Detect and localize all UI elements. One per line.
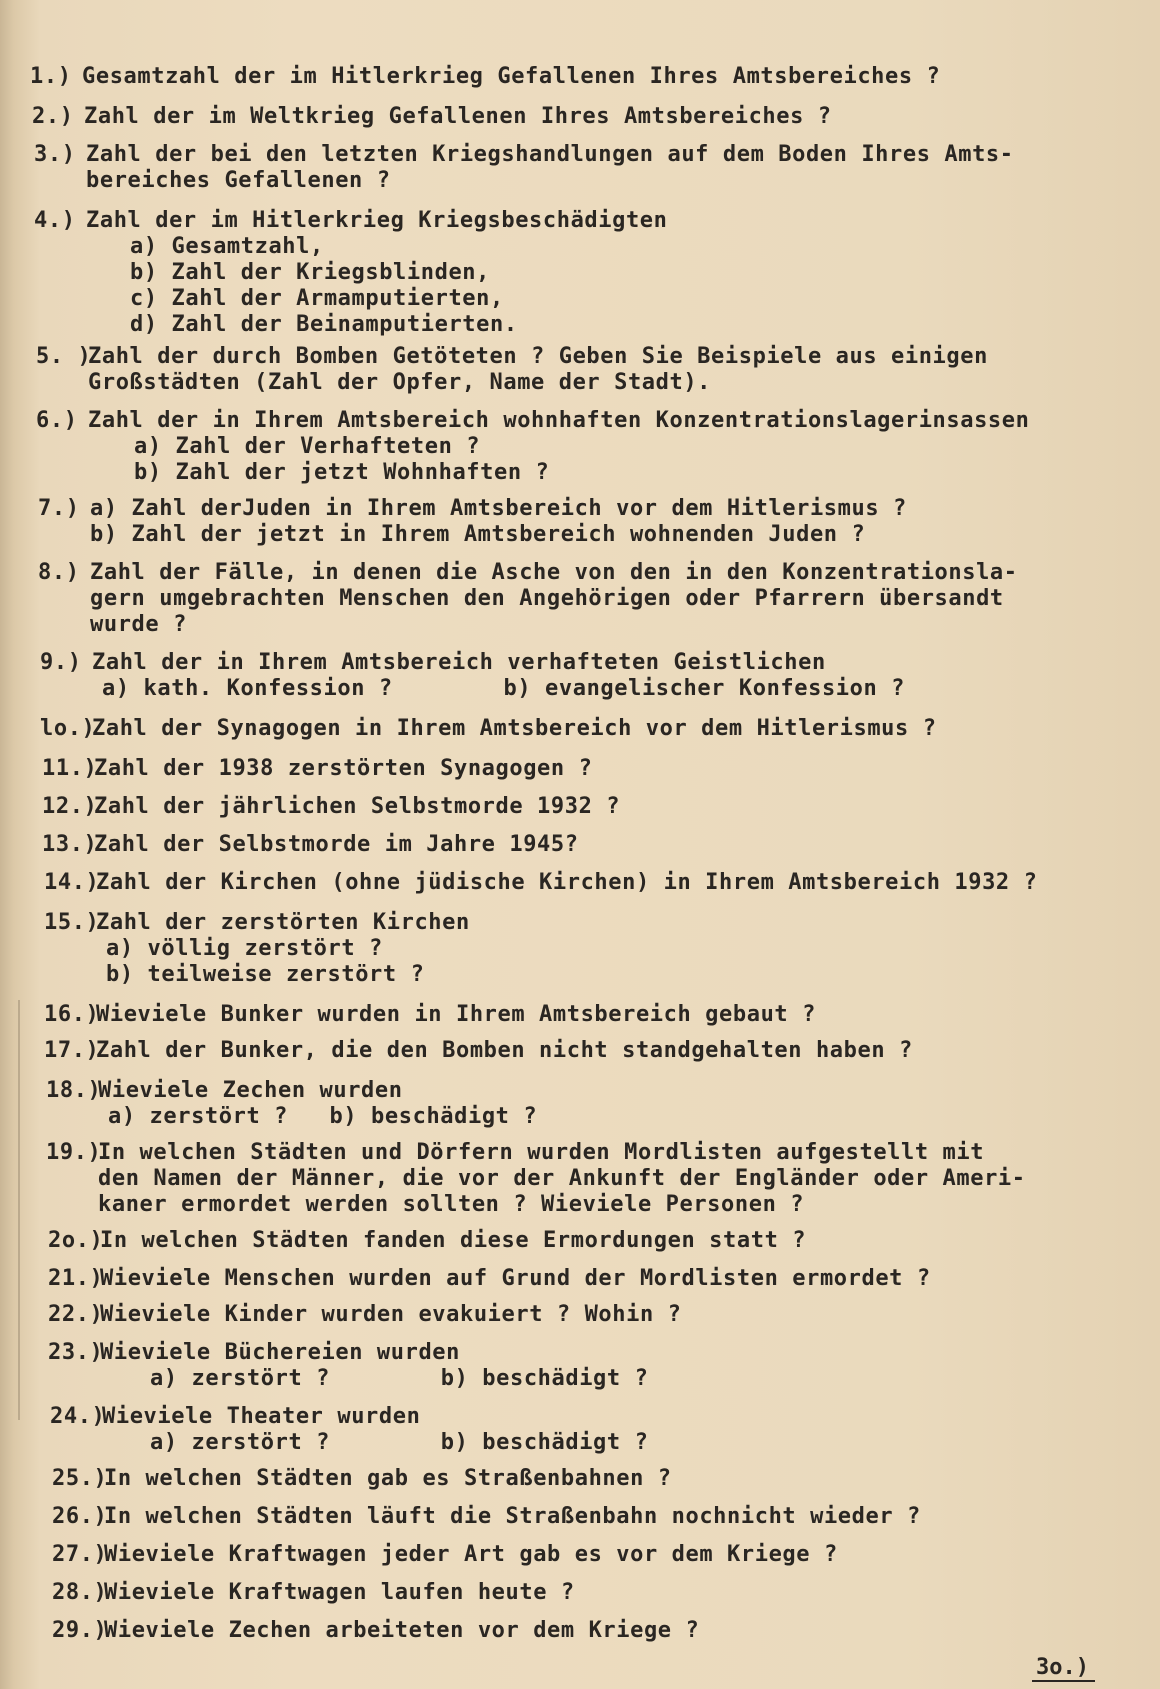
question-item [38,496,907,548]
question-text: Großstädten (Zahl der Opfer, Name der Stadt). [88,370,712,395]
question-number: 6.) [36,408,78,433]
question-item [46,1078,538,1130]
question-item [40,716,937,742]
question-number: 16.) [44,1002,100,1027]
question-item [44,1038,913,1064]
question-text: Wieviele Theater wurden [102,1404,421,1429]
question-item [50,1404,649,1456]
question-text: Zahl der im Hitlerkrieg Kriegsbeschädigten [86,208,668,233]
question-text: Zahl der bei den letzten Kriegshandlungen auf dem Boden Ihres Amts- [86,142,1014,167]
question-text: Zahl der 1938 zerstörten Synagogen ? [94,756,593,781]
question-item [38,560,1018,638]
question-item [44,910,470,988]
question-text: wurde ? [90,612,187,637]
question-number: 28.) [52,1580,108,1605]
sub-question: b) Zahl der Kriegsblinden, [130,260,490,285]
question-text: Wieviele Zechen arbeiteten vor dem Kriege ? [104,1618,700,1643]
sub-question: b) Zahl der jetzt Wohnhaften ? [134,460,550,485]
question-number: 13.) [42,832,98,857]
question-number: 21.) [48,1266,104,1291]
question-text: In welchen Städten fanden diese Ermordungen statt ? [100,1228,807,1253]
sub-question: a) Gesamtzahl, [130,234,324,259]
question-text: a) Zahl derJuden in Ihrem Amtsbereich vor dem Hitlerismus ? [90,496,907,521]
question-item [42,794,621,820]
question-text: a) zerstört ? b) beschädigt ? [108,1104,538,1129]
question-text: a) völlig zerstört ? [106,936,383,961]
question-number: 3.) [34,142,76,167]
question-item [36,344,988,396]
question-number: 5. ) [36,344,92,369]
question-item [48,1228,807,1254]
question-item [44,870,1038,896]
question-text: Wieviele Kinder wurden evakuiert ? Wohin ? [100,1302,682,1327]
question-item [32,104,832,130]
question-item [44,1002,816,1028]
question-item [34,142,1014,194]
question-number: 14.) [44,870,100,895]
question-item [52,1504,921,1530]
question-number: 22.) [48,1302,104,1327]
question-number: 2.) [32,104,74,129]
question-item [40,650,906,702]
question-text: kaner ermordet werden sollten ? Wieviele Personen ? [98,1192,805,1217]
question-item [48,1302,682,1328]
question-number: 25.) [52,1466,108,1491]
question-item [52,1542,838,1568]
continuation-marker: 3o.) [1032,1655,1095,1682]
question-number: 18.) [46,1078,102,1103]
question-text: Zahl der Synagogen in Ihrem Amtsbereich vor dem Hitlerismus ? [92,716,937,741]
sub-question: a) zerstört ? b) beschädigt ? [150,1430,649,1455]
question-text: In welchen Städten gab es Straßenbahnen ? [104,1466,672,1491]
question-text: In welchen Städten und Dörfern wurden Mordlisten aufgestellt mit [98,1140,985,1165]
question-item [42,832,579,858]
question-item [52,1466,672,1492]
question-text: Zahl der jährlichen Selbstmorde 1932 ? [94,794,621,819]
question-number: 12.) [42,794,98,819]
sub-question: a) Zahl der Verhafteten ? [134,434,481,459]
question-number: 4.) [34,208,76,233]
question-number: 11.) [42,756,98,781]
question-text: Zahl der Fälle, in denen die Asche von den in den Konzentrationsla- [90,560,1018,585]
question-number: 17.) [44,1038,100,1063]
question-item [34,208,668,338]
question-text: Wieviele Kraftwagen jeder Art gab es vor dem Kriege ? [104,1542,838,1567]
question-text: den Namen der Männer, die vor der Ankunft der Engländer oder Ameri- [98,1166,1026,1191]
question-text: Zahl der Kirchen (ohne jüdische Kirchen) in Ihrem Amtsbereich 1932 ? [96,870,1038,895]
question-text: Zahl der Bunker, die den Bomben nicht standgehalten haben ? [96,1038,913,1063]
question-text: Zahl der im Weltkrieg Gefallenen Ihres Amtsbereiches ? [84,104,832,129]
question-item [36,408,1030,486]
question-number: 29.) [52,1618,108,1643]
sub-question: d) Zahl der Beinamputierten. [130,312,518,337]
question-text: Wieviele Bunker wurden in Ihrem Amtsbereich gebaut ? [96,1002,816,1027]
question-text: bereiches Gefallenen ? [86,168,391,193]
question-text: Zahl der durch Bomben Getöteten ? Geben Sie Beispiele aus einigen [88,344,988,369]
question-text: In welchen Städten läuft die Straßenbahn nochnicht wieder ? [104,1504,921,1529]
question-number: 26.) [52,1504,108,1529]
question-number: 8.) [38,560,80,585]
question-text: Wieviele Büchereien wurden [100,1340,460,1365]
question-number: 7.) [38,496,80,521]
question-text: Wieviele Zechen wurden [98,1078,403,1103]
sub-question: a) zerstört ? b) beschädigt ? [150,1366,649,1391]
question-item [46,1140,1026,1218]
question-number: 15.) [44,910,100,935]
question-text: Zahl der Selbstmorde im Jahre 1945? [94,832,579,857]
question-number: 9.) [40,650,82,675]
question-number: 27.) [52,1542,108,1567]
question-item [42,756,593,782]
question-text: Zahl der zerstörten Kirchen [96,910,470,935]
question-text: Zahl der in Ihrem Amtsbereich wohnhaften Konzentrationslagerinsassen [88,408,1030,433]
question-text: b) teilweise zerstört ? [106,962,425,987]
question-number: 19.) [46,1140,102,1165]
question-number: 23.) [48,1340,104,1365]
question-item [48,1266,931,1292]
question-text: Wieviele Menschen wurden auf Grund der Mordlisten ermordet ? [100,1266,931,1291]
sub-question: c) Zahl der Armamputierten, [130,286,504,311]
question-item [52,1618,700,1644]
question-item [52,1580,575,1606]
question-number: 24.) [50,1404,106,1429]
question-number: 2o.) [48,1228,104,1253]
question-item [48,1340,649,1392]
question-text: Gesamtzahl der im Hitlerkrieg Gefallenen Ihres Amtsbereiches ? [82,64,941,89]
question-item [30,64,941,90]
question-text: Zahl der in Ihrem Amtsbereich verhafteten Geistlichen [92,650,826,675]
margin-mark [18,1000,20,1420]
question-number: 1.) [30,64,72,89]
question-text: gern umgebrachten Menschen den Angehörigen oder Pfarrern übersandt [90,586,1004,611]
question-text: Wieviele Kraftwagen laufen heute ? [104,1580,575,1605]
question-text: a) kath. Konfession ? b) evangelischer Konfession ? [102,676,906,701]
question-number: lo.) [40,716,96,741]
question-text: b) Zahl der jetzt in Ihrem Amtsbereich wohnenden Juden ? [90,522,866,547]
